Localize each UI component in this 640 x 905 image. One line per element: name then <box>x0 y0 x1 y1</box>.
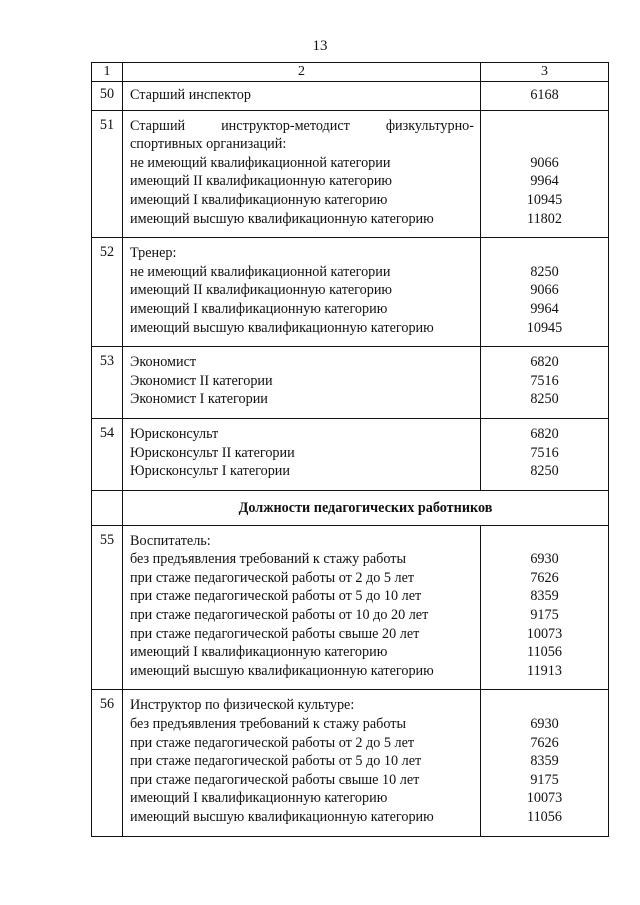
row-number: 53 <box>92 347 123 419</box>
row-number: 51 <box>92 110 123 238</box>
position-cell <box>123 525 481 690</box>
category-line: при стаже педагогической работы от 5 до 10 лет <box>130 588 422 605</box>
section-row <box>92 490 609 525</box>
salary-cell <box>481 525 609 690</box>
position-title: Воспитатель: <box>130 532 211 549</box>
salary-value: 8250 <box>530 263 559 280</box>
salary-value: 9066 <box>530 282 559 299</box>
position-cell <box>123 347 481 419</box>
salary-value: 7626 <box>530 569 559 586</box>
salary-value: 11056 <box>527 809 562 825</box>
category-line: имеющий высшую квалификационную категорию <box>130 809 434 825</box>
position-title: Экономист <box>130 354 197 371</box>
salary-cell <box>481 110 609 238</box>
salary-value: 7516 <box>530 444 559 461</box>
table-row <box>92 525 609 690</box>
position-title: Инструктор по физической культуре: <box>130 697 355 714</box>
salary-value: 9964 <box>530 300 559 317</box>
category-line: имеющий II квалификационную категорию <box>130 173 393 190</box>
category-line: Экономист II категории <box>130 372 273 389</box>
row-number: 52 <box>92 238 123 347</box>
salary-value: 10945 <box>526 319 563 336</box>
salary-cell <box>481 418 609 490</box>
table-row <box>92 347 609 419</box>
position-title: Тренер: <box>130 245 177 262</box>
title-word: Старший <box>130 117 186 134</box>
header-col-1: 1 <box>92 63 123 82</box>
salary-value: 7626 <box>530 734 559 751</box>
row-number: 55 <box>92 525 123 690</box>
category-line: без предъявления требований к стажу работы <box>130 551 406 568</box>
salary-value: 8250 <box>530 391 559 408</box>
salary-cell <box>481 82 609 111</box>
category-line: при стаже педагогической работы от 5 до 10 лет <box>130 753 422 770</box>
position-cell <box>123 110 481 238</box>
salary-value: 6820 <box>530 354 559 371</box>
salary-value: 10945 <box>526 191 563 208</box>
position-cell <box>123 418 481 490</box>
position-cell <box>123 82 481 111</box>
salary-value: 6930 <box>530 551 559 568</box>
salary-value: 10073 <box>526 625 563 642</box>
category-line: имеющий высшую квалификационную категорию <box>130 319 434 336</box>
salary-cell <box>481 347 609 419</box>
salary-value: 6820 <box>530 425 559 442</box>
position-title-continued: спортивных организаций: <box>130 136 287 153</box>
category-line: имеющий I квалификационную категорию <box>130 300 388 317</box>
category-line: Юрисконсульт II категории <box>130 444 295 461</box>
salary-cell <box>481 238 609 347</box>
row-number: 56 <box>92 690 123 836</box>
category-line: при стаже педагогической работы от 2 до 5 лет <box>130 569 415 586</box>
table-row <box>92 110 609 238</box>
salary-table <box>91 62 609 837</box>
category-line: имеющий I квалификационную категорию <box>130 644 388 661</box>
category-line: при стаже педагогической работы свыше 10 лет <box>130 771 420 788</box>
category-line: Экономист I категории <box>130 391 268 408</box>
category-line: не имеющий квалификационной категории <box>130 154 391 171</box>
salary-value: 9964 <box>530 173 559 190</box>
position-cell <box>123 690 481 836</box>
header-col-3: 3 <box>481 63 609 82</box>
category-line: имеющий высшую квалификационную категорию <box>130 662 434 679</box>
category-line: имеющий I квалификационную категорию <box>130 790 388 807</box>
table-row <box>92 82 609 111</box>
title-word: инструктор-методист <box>221 117 350 134</box>
salary-value: 7516 <box>530 372 559 389</box>
salary-value: 11802 <box>527 210 562 227</box>
table-header-row <box>92 63 609 82</box>
row-number: 54 <box>92 418 123 490</box>
category-line: имеющий I квалификационную категорию <box>130 191 388 208</box>
category-line: без предъявления требований к стажу работы <box>130 716 406 733</box>
position-title: Старший инспектор <box>130 87 251 103</box>
salary-value: 9066 <box>530 154 559 171</box>
salary-value: 10073 <box>526 790 563 807</box>
header-col-2: 2 <box>123 63 481 82</box>
category-line: Юрисконсульт I категории <box>130 463 290 480</box>
table-row <box>92 690 609 836</box>
category-line: при стаже педагогической работы от 2 до 5 лет <box>130 734 415 751</box>
category-line: имеющий II квалификационную категорию <box>130 282 393 299</box>
section-number-cell <box>92 490 123 525</box>
table-row <box>92 238 609 347</box>
position-title: Юрисконсульт <box>130 425 219 442</box>
page-number: 13 <box>312 38 328 54</box>
salary-value: 8359 <box>530 753 559 770</box>
category-line: при стаже педагогической работы от 10 до 20 лет <box>130 607 429 624</box>
salary-cell <box>481 690 609 836</box>
title-word: физкультурно- <box>385 117 474 134</box>
salary-value: 8250 <box>530 463 559 480</box>
salary-value: 6930 <box>530 716 559 733</box>
salary-value: 8359 <box>530 588 559 605</box>
section-title: Должности педагогических работников <box>123 490 609 525</box>
salary-value: 6168 <box>530 87 559 103</box>
row-number: 50 <box>92 82 123 111</box>
salary-value: 9175 <box>530 771 559 788</box>
salary-value: 11913 <box>527 662 562 679</box>
salary-value: 9175 <box>530 607 559 624</box>
salary-value: 11056 <box>527 644 562 661</box>
category-line: не имеющий квалификационной категории <box>130 263 391 280</box>
category-line: при стаже педагогической работы свыше 20 лет <box>130 625 420 642</box>
category-line: имеющий высшую квалификационную категорию <box>130 210 434 227</box>
position-cell <box>123 238 481 347</box>
table-row <box>92 418 609 490</box>
position-title <box>130 117 474 136</box>
